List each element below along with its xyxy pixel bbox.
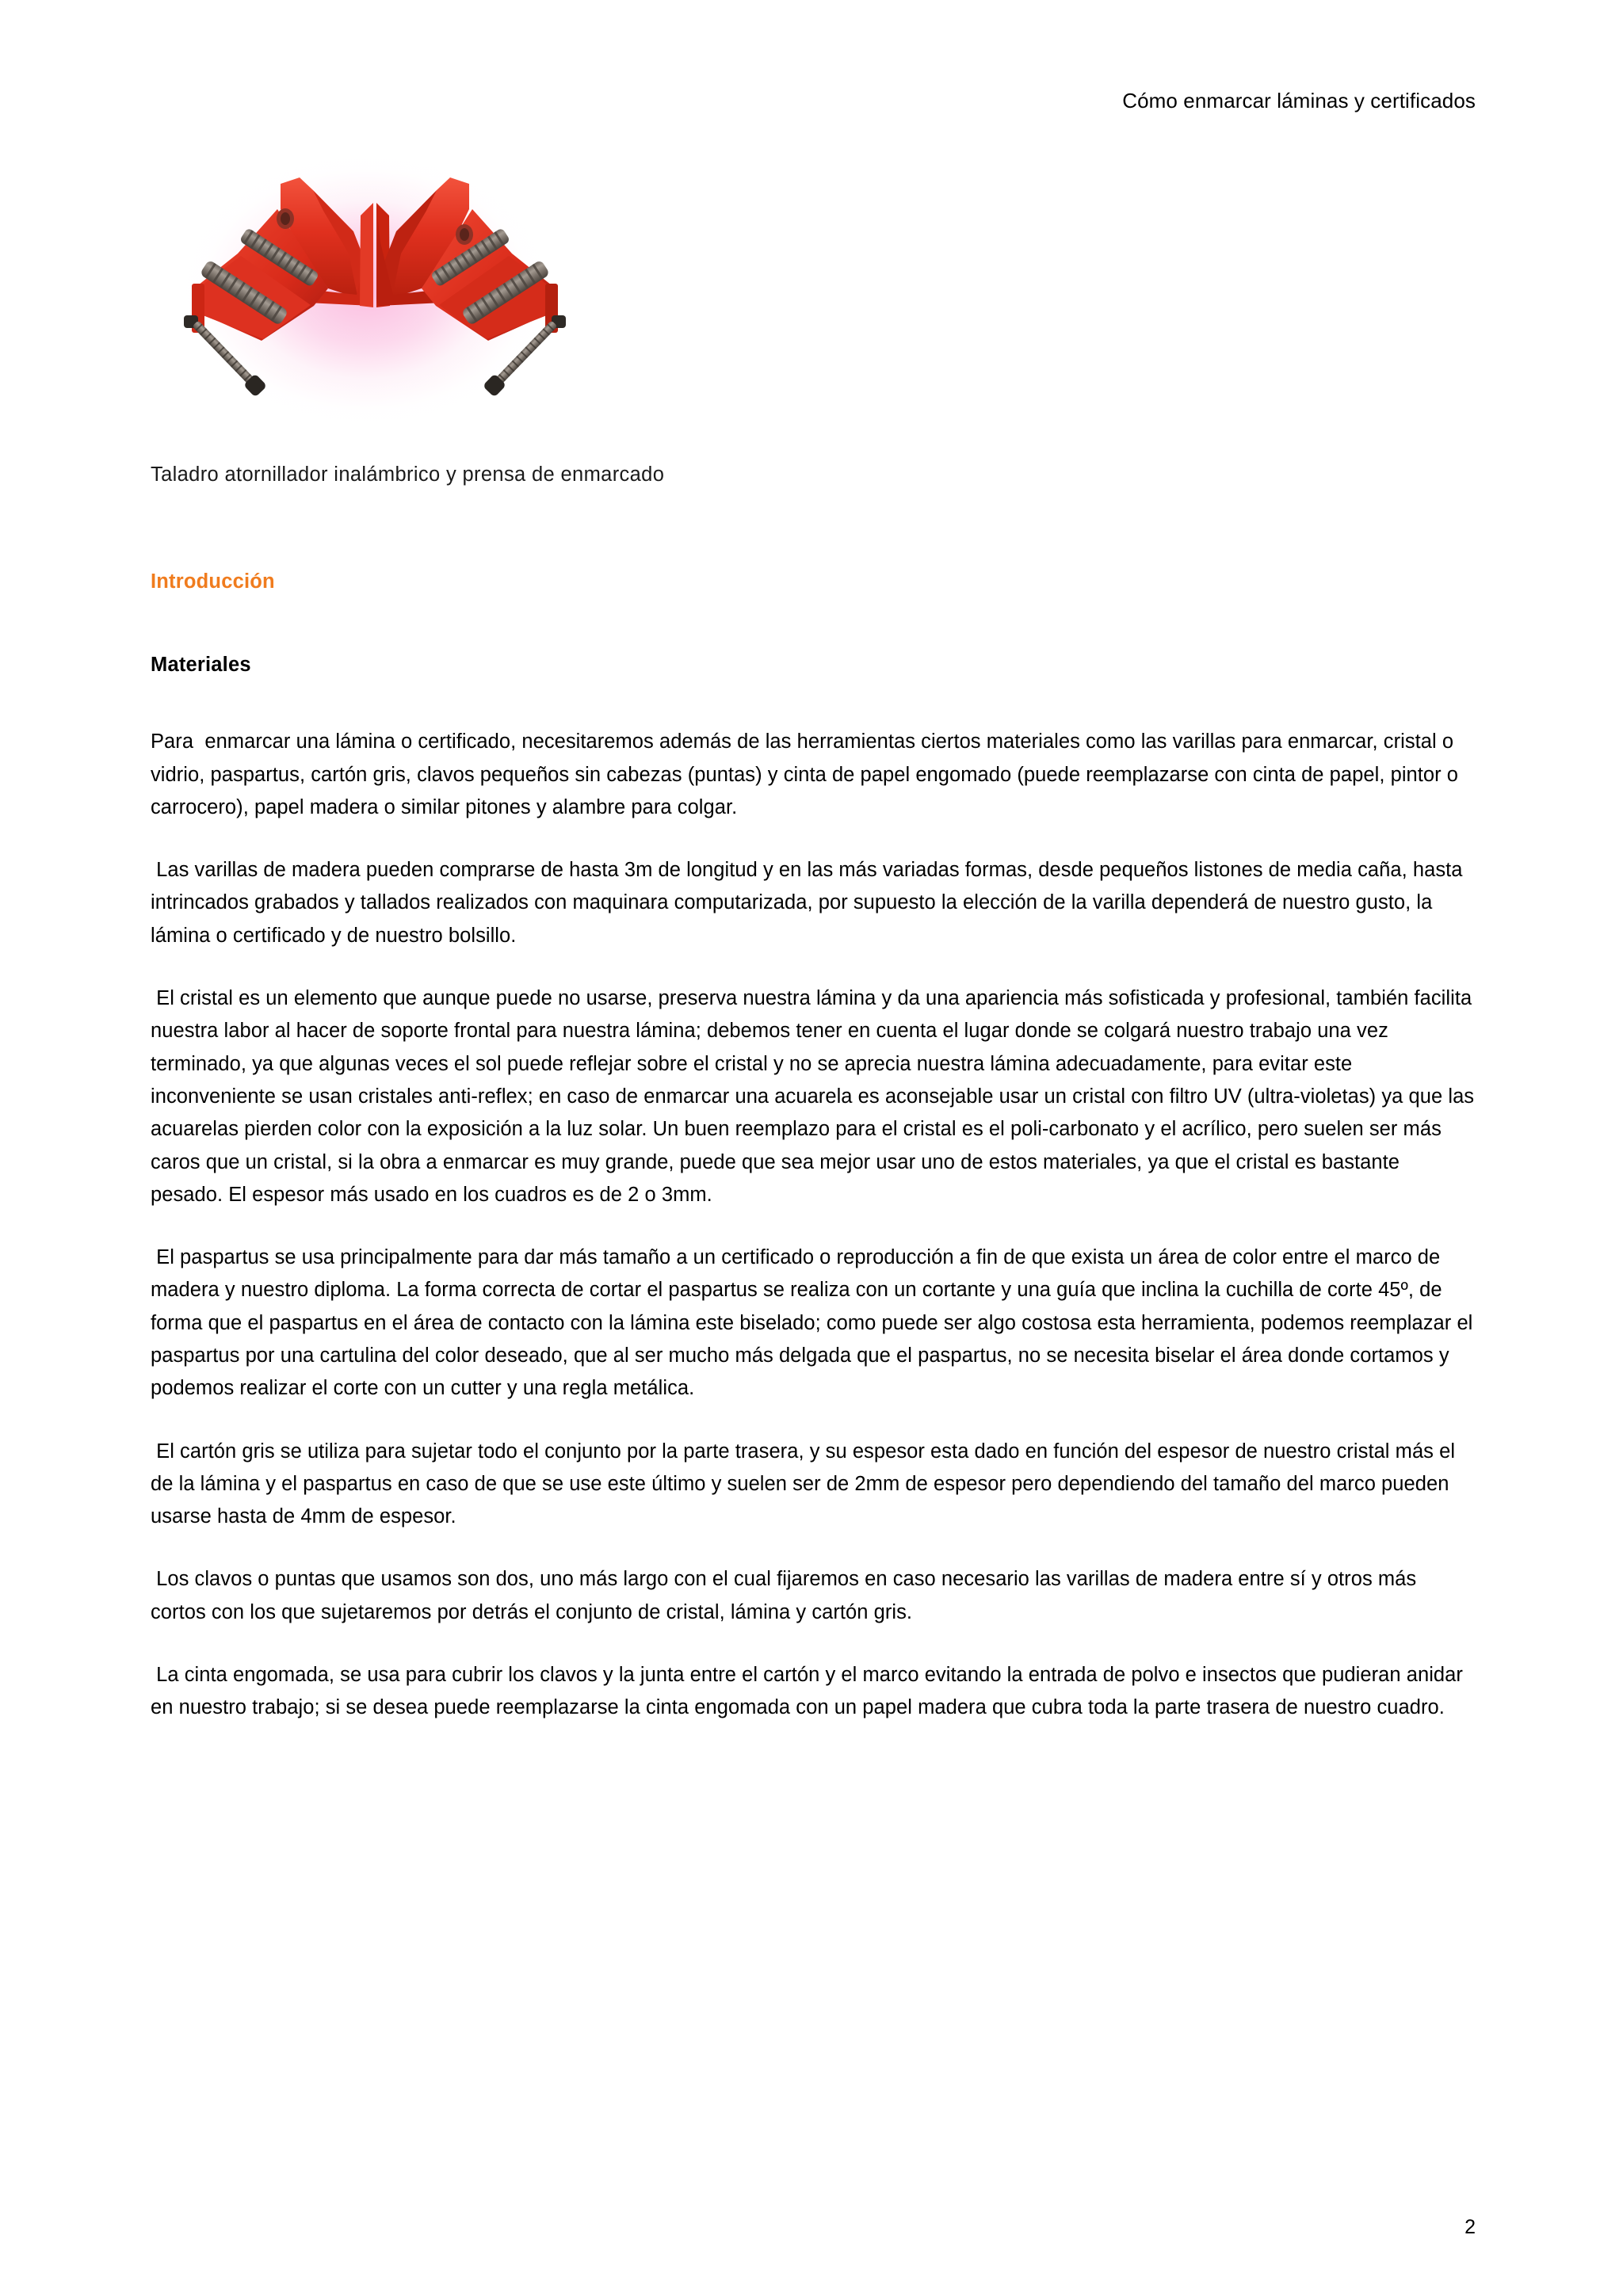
clamp-photo-figure (144, 127, 588, 440)
paragraph-clavos: Los clavos o puntas que usamos son dos, uno más largo con el cual fijaremos en caso necesario las varillas de madera entre sí y otros más cortos con los que sujetaremos por detrás el conjunto de cristal, lámina y cartón gris. (151, 1568, 1423, 1623)
figure-caption: Taladro atornillador inalámbrico y prensa de enmarcado (151, 463, 665, 486)
corner-clamp-illustration (144, 127, 588, 440)
document-content (151, 127, 1480, 1725)
paragraph-paspartus: El paspartus se usa principalmente para dar más tamaño a un certificado o reproducción a fin de que exista un área de color entre el marco de madera y nuestro diploma. La forma correcta de cortar el paspartus se realiza con un cortante y una guía que inclina la cuchilla de corte 45º, de forma que el paspartus en el área de contacto con la lámina este biselado; como puede ser algo costosa esta herramienta, podemos reemplazar el paspartus por una cartulina del color deseado, que al ser mucho más delgada que el paspartus, no se necesita biselar el área donde cortamos y podemos realizar el corte con un cutter y una regla metálica. (151, 1246, 1479, 1400)
paragraph-carton-gris: El cartón gris se utiliza para sujetar todo el conjunto por la parte trasera, y su espesor esta dado en función del espesor de nuestro cristal más el de la lámina y el paspartus en caso de que se use este último y suelen ser de 2mm de espesor pero dependiendo del tamaño del marco pueden usarse hasta de 4mm de espesor. (151, 1440, 1461, 1528)
running-header: Cómo enmarcar láminas y certificados (1122, 89, 1476, 113)
heading-introduccion: Introducción (151, 570, 275, 593)
paragraph-varillas: Las varillas de madera pueden comprarse de hasta 3m de longitud y en las más variadas formas, desde pequeños listones de media caña, hasta intrincados grabados y tallados realizados con maquinara computarizada, por supuesto la elección de la varilla dependerá de nuestro gusto, la lámina o certificado y de nuestro bolsillo. (151, 859, 1468, 947)
paragraph-materiales-intro: Para enmarcar una lámina o certificado, necesitaremos además de las herramientas ciertos materiales como las varillas para enmarcar, cristal o vidrio, paspartus, cartón gris, clavos pequeños sin cabezas (puntas) y cinta de papel engomado (puede reemplazarse con cinta de papel, pintor o carrocero), papel madera o similar pitones y alambre para colgar. (151, 730, 1465, 818)
paragraph-cristal: El cristal es un elemento que aunque puede no usarse, preserva nuestra lámina y da una apariencia más sofisticada y profesional, también facilita nuestra labor al hacer de soporte frontal para nuestra lámina; debemos tener en cuenta el lugar donde se colgará nuestro trabajo una vez terminado, ya que algunas veces el sol puede reflejar sobre el cristal y no se aprecia nuestra lámina adecuadamente, para evitar este inconveniente se usan cristales anti-reflex; en caso de enmarcar una acuarela es aconsejable usar un cristal con filtro UV (ultra-violetas) ya que las acuarelas pierden color con la exposición a la luz solar. Un buen reemplazo para el cristal es el poli-carbonato y el acrílico, pero suelen ser más caros que un cristal, si la obra a enmarcar es muy grande, puede que sea mejor usar uno de estos materiales, ya que el cristal es bastante pesado. El espesor más usado en los cuadros es de 2 o 3mm. (151, 987, 1480, 1206)
paragraph-cinta-engomada: La cinta engomada, se usa para cubrir los clavos y la junta entre el cartón y el marco evitando la entrada de polvo e insectos que pudieran anidar en nuestro trabajo; si se desea puede reemplazarse la cinta engomada con un papel madera que cubra toda la parte trasera de nuestro cuadro. (151, 1664, 1469, 1719)
page-number: 2 (1465, 2216, 1476, 2238)
heading-materiales: Materiales (151, 654, 251, 677)
